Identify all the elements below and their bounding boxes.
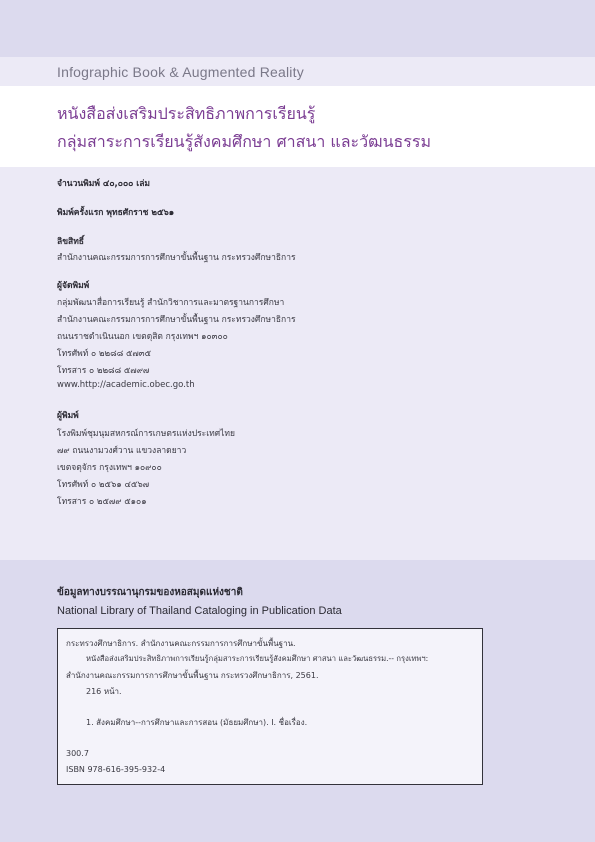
- printer-name: โรงพิมพ์ชุมนุมสหกรณ์การเกษตรแห่งประเทศไทย: [57, 429, 236, 439]
- catalog-heading-english: National Library of Thailand Cataloging in Publication Data: [57, 605, 342, 617]
- publisher-line: กลุ่มพัฒนาสื่อการเรียนรู้ สำนักวิชาการและมาตรฐานการศึกษา: [57, 298, 285, 308]
- cip-classification: 300.7: [66, 749, 89, 758]
- cip-subject-line: 1. สังคมศึกษา--การศึกษาและการสอน (มัธยมศึกษา). I. ชื่อเรื่อง.: [86, 718, 308, 727]
- header-band: [0, 0, 595, 57]
- cip-title-line: หนังสือส่งเสริมประสิทธิภาพการเรียนรู้กลุ่มสาระการเรียนรู้สังคมศึกษา ศาสนา และวัฒนธรรม.-- กรุงเทพฯ:: [86, 654, 429, 663]
- book-title-line-2: กลุ่มสาระการเรียนรู้สังคมศึกษา ศาสนา และวัฒนธรรม: [57, 132, 431, 151]
- print-count: จำนวนพิมพ์ ๔๐,๐๐๐ เล่ม: [57, 179, 151, 189]
- catalog-heading-thai: ข้อมูลทางบรรณานุกรมของหอสมุดแห่งชาติ: [57, 587, 243, 598]
- printer-district: เขตจตุจักร กรุงเทพฯ ๑๐๙๐๐: [57, 463, 162, 473]
- publisher-phone: โทรศัพท์ ๐ ๒๒๘๘ ๕๗๓๕: [57, 349, 152, 359]
- copyright-label: ลิขสิทธิ์: [57, 237, 84, 247]
- publisher-website: www.http://academic.obec.go.th: [57, 380, 195, 390]
- cip-pages-line: 216 หน้า.: [86, 687, 122, 696]
- printer-fax: โทรสาร ๐ ๒๕๗๙ ๕๑๐๑: [57, 497, 147, 507]
- cip-record-box: [57, 628, 483, 785]
- printer-label: ผู้พิมพ์: [57, 411, 79, 421]
- copyright-value: สำนักงานคณะกรรมการการศึกษาขั้นพื้นฐาน กระทรวงศึกษาธิการ: [57, 253, 296, 263]
- series-title: Infographic Book & Augmented Reality: [57, 64, 304, 80]
- publisher-fax: โทรสาร ๐ ๒๒๘๘ ๕๗๙๗: [57, 366, 150, 376]
- publisher-line: สำนักงานคณะกรรมการการศึกษาขั้นพื้นฐาน กระทรวงศึกษาธิการ: [57, 315, 296, 325]
- printer-address: ๗๙ ถนนงามวงศ์วาน แขวงลาดยาว: [57, 446, 187, 456]
- publisher-address: ถนนราชดำเนินนอก เขตดุสิต กรุงเทพฯ ๑๐๓๐๐: [57, 332, 228, 342]
- cip-publisher-line: สำนักงานคณะกรรมการการศึกษาขั้นพื้นฐาน กระทรวงศึกษาธิการ, 2561.: [66, 671, 319, 680]
- printer-phone: โทรศัพท์ ๐ ๒๕๖๑ ๔๕๖๗: [57, 480, 150, 490]
- cip-isbn: ISBN 978-616-395-932-4: [66, 765, 166, 774]
- book-title-line-1: หนังสือส่งเสริมประสิทธิภาพการเรียนรู้: [57, 104, 316, 123]
- cip-author-line: กระทรวงศึกษาธิการ. สำนักงานคณะกรรมการการศึกษาขั้นพื้นฐาน.: [66, 639, 296, 648]
- publisher-label: ผู้จัดพิมพ์: [57, 281, 90, 291]
- first-print: พิมพ์ครั้งแรก พุทธศักราช ๒๕๖๑: [57, 208, 175, 218]
